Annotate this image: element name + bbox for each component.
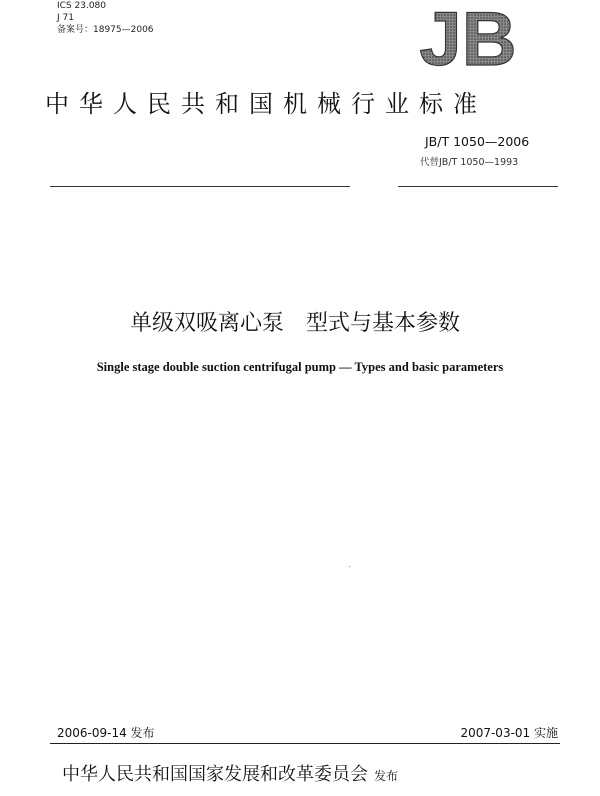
record-number: 备案号：18975—2006 — [57, 25, 154, 35]
document-title-cn: 单级双吸离心泵 型式与基本参数 — [129, 311, 460, 336]
issue-date: 2006-09-14 发布 — [57, 726, 155, 740]
publisher — [62, 760, 398, 786]
footer-rule — [50, 743, 560, 744]
header-rule-left — [50, 186, 350, 187]
classification-code: J 71 — [57, 13, 74, 23]
publisher-suffix: 发布 — [374, 769, 399, 783]
scan-speck — [349, 566, 350, 567]
document-title-en: Single stage double suction centrifugal pump — Types and basic parameters — [96, 360, 504, 374]
ics-code: ICS 23.080 — [57, 1, 107, 11]
logo-lettering: JB — [419, 5, 517, 71]
header-rule-right — [398, 186, 558, 187]
publisher-name: 中华人民共和国国家发展和改革委员会 — [62, 764, 368, 785]
replaces-standard: 代替JB/T 1050—1993 — [420, 157, 519, 168]
standard-category-title: 中华人民共和国机械行业标准 — [45, 90, 487, 118]
jb-logo — [408, 5, 528, 71]
implementation-date: 2007-03-01 实施 — [460, 726, 558, 740]
standard-number: JB/T 1050—2006 — [425, 134, 530, 149]
